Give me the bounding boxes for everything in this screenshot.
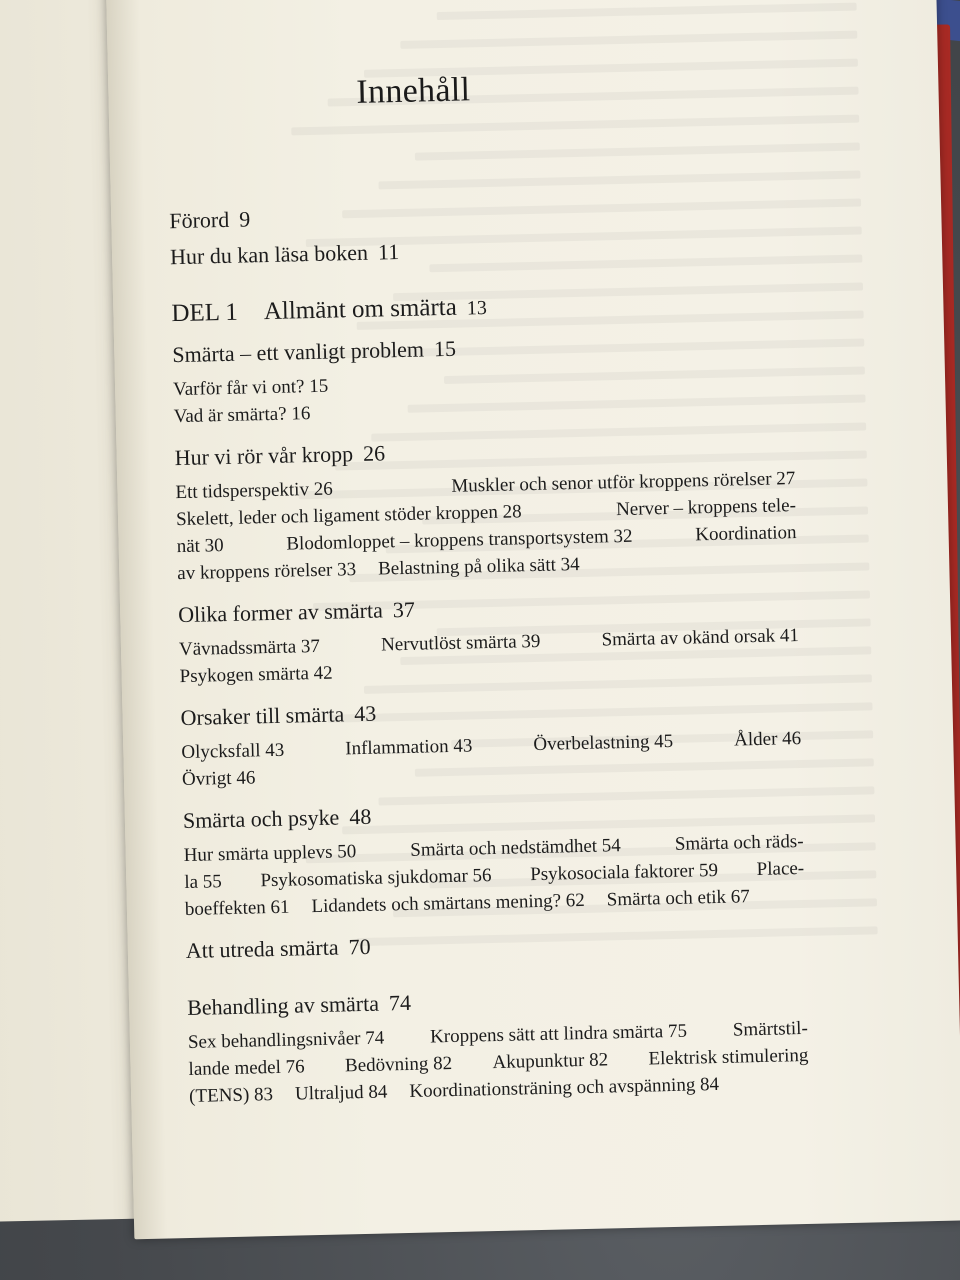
- subsection-line: [174, 403, 311, 428]
- chapter-heading: [180, 701, 376, 731]
- chapter-title: Att utreda smärta: [185, 934, 339, 964]
- subsection-entry: lande medel 76: [188, 1056, 305, 1080]
- subsection-entry: la 55: [184, 871, 223, 894]
- subsection-line: [177, 554, 580, 585]
- toc-entry-title: Hur du kan läsa boken: [169, 239, 369, 270]
- book-page: [106, 0, 960, 1239]
- subsection-entry: Belastning på olika sätt 34: [377, 553, 580, 580]
- subsection-entry: Smärta och etik 67: [606, 886, 750, 911]
- bleed-line: [429, 254, 862, 272]
- subsection-entry: Koordination: [694, 522, 797, 546]
- subsection-entry: Nervutlöst smärta 39: [380, 630, 541, 656]
- bleed-line: [364, 674, 872, 694]
- bleed-line: [415, 758, 874, 776]
- subsection-entry: Vävnadssmärta 37: [178, 635, 321, 661]
- subsection-entry: Place-: [756, 857, 805, 881]
- bleed-line: [328, 702, 873, 722]
- part-title: Allmänt om smärta: [263, 293, 458, 326]
- chapter-title: Smärta och psyke: [182, 804, 340, 834]
- chapter-page: 26: [362, 440, 386, 466]
- subsection-entry: Psykosomatiska sjukdomar 56: [260, 865, 492, 892]
- subsection-entry: Smärta av okänd orsak 41: [601, 625, 800, 651]
- subsection-entry: Kroppens sätt att lindra smärta 75: [429, 1020, 688, 1048]
- subsection-line: [181, 728, 801, 764]
- chapter-heading: [178, 597, 415, 628]
- chapter-page: 43: [353, 700, 377, 727]
- bleed-line: [408, 394, 866, 412]
- subsection-entry: Muskler och senor utför kroppens rörelser 27: [451, 468, 796, 497]
- chapter-page: 74: [388, 989, 412, 1016]
- subsection-entry: Akupunktur 82: [492, 1049, 609, 1074]
- subsection-entry: (TENS) 83: [188, 1084, 274, 1107]
- bleed-line: [342, 199, 861, 219]
- subsection-entry: Ålder 46: [733, 727, 802, 751]
- bleed-line: [378, 786, 874, 805]
- subsection-entry: Vad är smärta? 16: [173, 403, 311, 428]
- chapter-heading: [186, 934, 371, 964]
- chapter-title: Olika former av smärta: [177, 597, 384, 628]
- bleed-line: [415, 143, 860, 161]
- subsection-entry: Hur smärta upplevs 50: [183, 841, 357, 867]
- subsection-line: [173, 365, 793, 401]
- chapter-page: 37: [392, 596, 416, 623]
- subsection-entry: Psykogen smärta 42: [179, 662, 333, 688]
- spacer: [238, 319, 264, 320]
- subsection-entry: Sex behandlingsnivåer 74: [187, 1027, 385, 1053]
- part-heading: [171, 293, 487, 328]
- chapter-heading: [172, 336, 456, 368]
- page-title: Innehåll: [356, 71, 471, 111]
- chapter-heading: [183, 804, 372, 834]
- chapter-title: Orsaker till smärta: [180, 701, 345, 731]
- subsection-entry: Lidandets och smärtans mening? 62: [311, 889, 586, 918]
- subsection-entry: Överbelastning 45: [533, 730, 674, 756]
- subsection-entry: nät 30: [176, 535, 224, 558]
- chapter-title: Hur vi rör vår kropp: [174, 441, 354, 471]
- toc-entry: [170, 239, 400, 270]
- bleed-line: [371, 422, 866, 441]
- bleed-line: [291, 115, 859, 136]
- subsection-line: [179, 663, 333, 688]
- subsection-entry: Elektrisk stimulering: [648, 1044, 809, 1070]
- chapter-page: 15: [433, 335, 457, 362]
- subsection-entry: Inflammation 43: [345, 735, 473, 760]
- subsection-entry: Smärta och nedstämdhet 54: [410, 835, 622, 861]
- subsection-entry: Nerver – kroppens tele-: [615, 495, 797, 521]
- toc-entry-page: 9: [238, 206, 251, 232]
- subsection-entry: Bedövning 82: [344, 1053, 453, 1077]
- subsection-entry: Ultraljud 84: [294, 1081, 388, 1105]
- chapter-title: Smärta – ett vanligt problem: [172, 336, 425, 368]
- subsection-entry: Koordinationsträning och avspänning 84: [409, 1073, 720, 1102]
- subsection-entry: Olycksfall 43: [181, 739, 285, 764]
- toc-entry-page: 11: [377, 238, 400, 265]
- subsection-entry: av kroppens rörelser 33: [177, 559, 357, 585]
- toc-entry: [169, 206, 250, 234]
- subsection-entry: Smärta och räds-: [674, 830, 804, 855]
- subsection-entry: Smärtstil-: [732, 1017, 809, 1041]
- subsection-entry: boeffekten 61: [184, 896, 290, 921]
- subsection-entry: Ett tidsperspektiv 26: [175, 478, 333, 504]
- part-page: 13: [466, 297, 488, 320]
- bleed-line: [357, 926, 878, 946]
- bleed-line: [378, 171, 860, 190]
- subsection-entry: Skelett, leder och ligament stöder kroppen 28: [175, 501, 522, 531]
- subsection-entry: Psykosociala faktorer 59: [529, 859, 719, 886]
- chapter-heading: [187, 990, 411, 1021]
- subsection-line: [179, 625, 799, 661]
- bleed-line: [437, 3, 857, 21]
- subsection-entry: Övrigt 46: [181, 767, 256, 791]
- subsection-line: [182, 767, 256, 791]
- chapter-page: 48: [348, 803, 372, 830]
- chapter-heading: [174, 440, 385, 471]
- subsection-entry: Blodomloppet – kroppens transportsystem 32: [286, 525, 633, 555]
- chapter-page: 70: [348, 933, 371, 960]
- toc-entry-title: Förord: [169, 206, 230, 234]
- chapter-title: Behandling av smärta: [186, 990, 380, 1020]
- subsection-entry: Varför får vi ont? 15: [172, 375, 329, 401]
- bleed-line: [400, 31, 857, 49]
- part-label: DEL 1: [171, 298, 239, 328]
